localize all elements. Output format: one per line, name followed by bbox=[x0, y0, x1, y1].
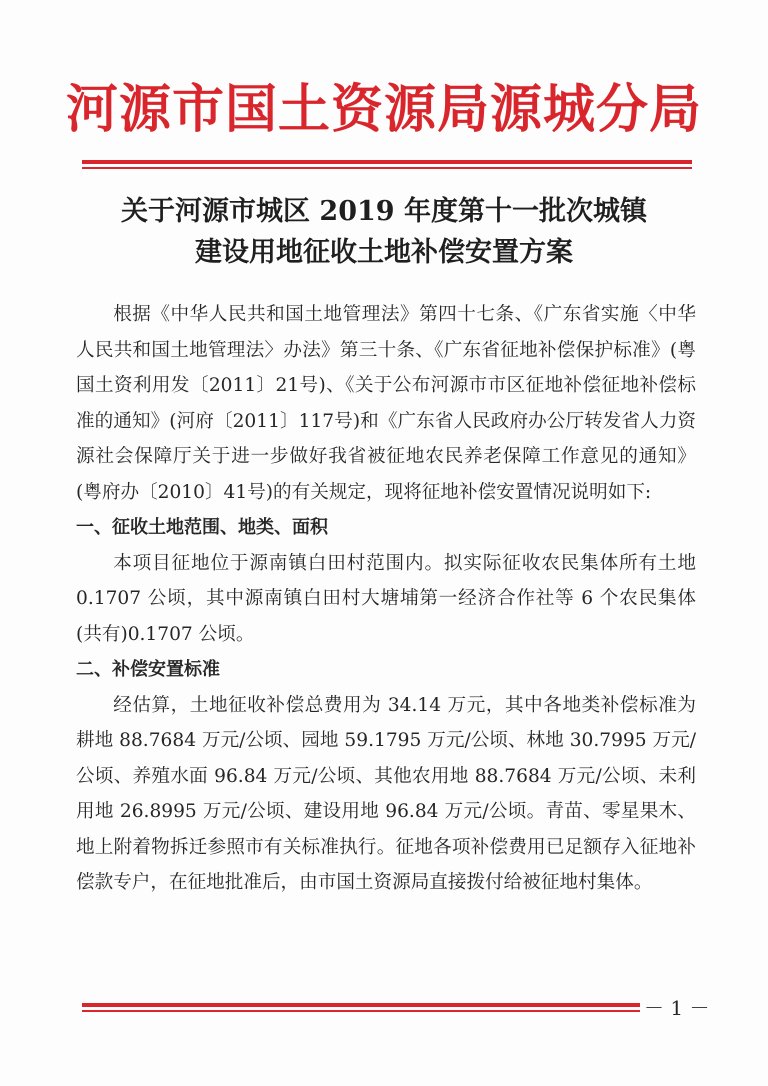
document-title-line-2: 建设用地征收土地补偿安置方案 bbox=[195, 237, 573, 268]
page-number: － 1 － bbox=[640, 992, 713, 1021]
letterhead-agency-name: 河源市国土资源局源城分局 bbox=[65, 79, 702, 140]
document-title-line-1: 关于河源市城区 2019 年度第十一批次城镇 bbox=[121, 196, 647, 227]
section-1-paragraph: 本项目征地位于源南镇白田村范围内。拟实际征收农民集体所有土地 0.1707 公顷，其中源南镇白田村大塘埔第一经济合作社等 6 个农民集体(共有)0.1707 公顷。 bbox=[76, 552, 696, 645]
section-1-heading: 一、征收土地范围、地类、面积 bbox=[76, 517, 328, 538]
intro-paragraph: 根据《中华人民共和国土地管理法》第四十七条、《广东省实施〈中华人民共和国土地管理法〉办法》第三十条、《广东省征地补偿保护标准》(粤国土资利用发〔2011〕21号)、《关于公布河源市市区征地补偿征地补偿标准的通知》(河府〔2011〕117号)和《广东省人民政府办公厅转发省人力资源社会保障厅关于进一步做好我省被征地农民养老保障工作意见的通知》(粤府办〔2010〕41号)的有关规定，现将征地补偿安置情况说明如下: bbox=[76, 304, 696, 503]
red-rule-thick-line bbox=[82, 160, 692, 164]
red-rule-thin-line bbox=[82, 167, 692, 169]
section-2-paragraph: 经估算，土地征收补偿总费用为 34.14 万元，其中各地类补偿标准为耕地 88.7684 万元/公顷、园地 59.1795 万元/公顷、林地 30.7995 万元/公顷、养殖水面 96.84 万元/公顷、其他农用地 88.7684 万元/公顷、未利用地 26.8995 万元/公顷、建设用地 96.84 万元/公顷。青苗、零星果木、地上附着物拆迁参照市有关标准执行。征地各项补偿费用已足额存入征地补偿款专户，在征地批准后，由市国土资源局直接拨付给被征地村集体。 bbox=[76, 694, 696, 893]
section-2-heading: 二、补偿安置标准 bbox=[76, 659, 220, 680]
footer-rule-thin-line bbox=[82, 1010, 692, 1012]
document-body bbox=[76, 297, 696, 901]
footer-red-rule bbox=[82, 1003, 692, 1012]
footer-rule-thick-line bbox=[82, 1003, 692, 1007]
letterhead-red-rule bbox=[82, 160, 692, 169]
